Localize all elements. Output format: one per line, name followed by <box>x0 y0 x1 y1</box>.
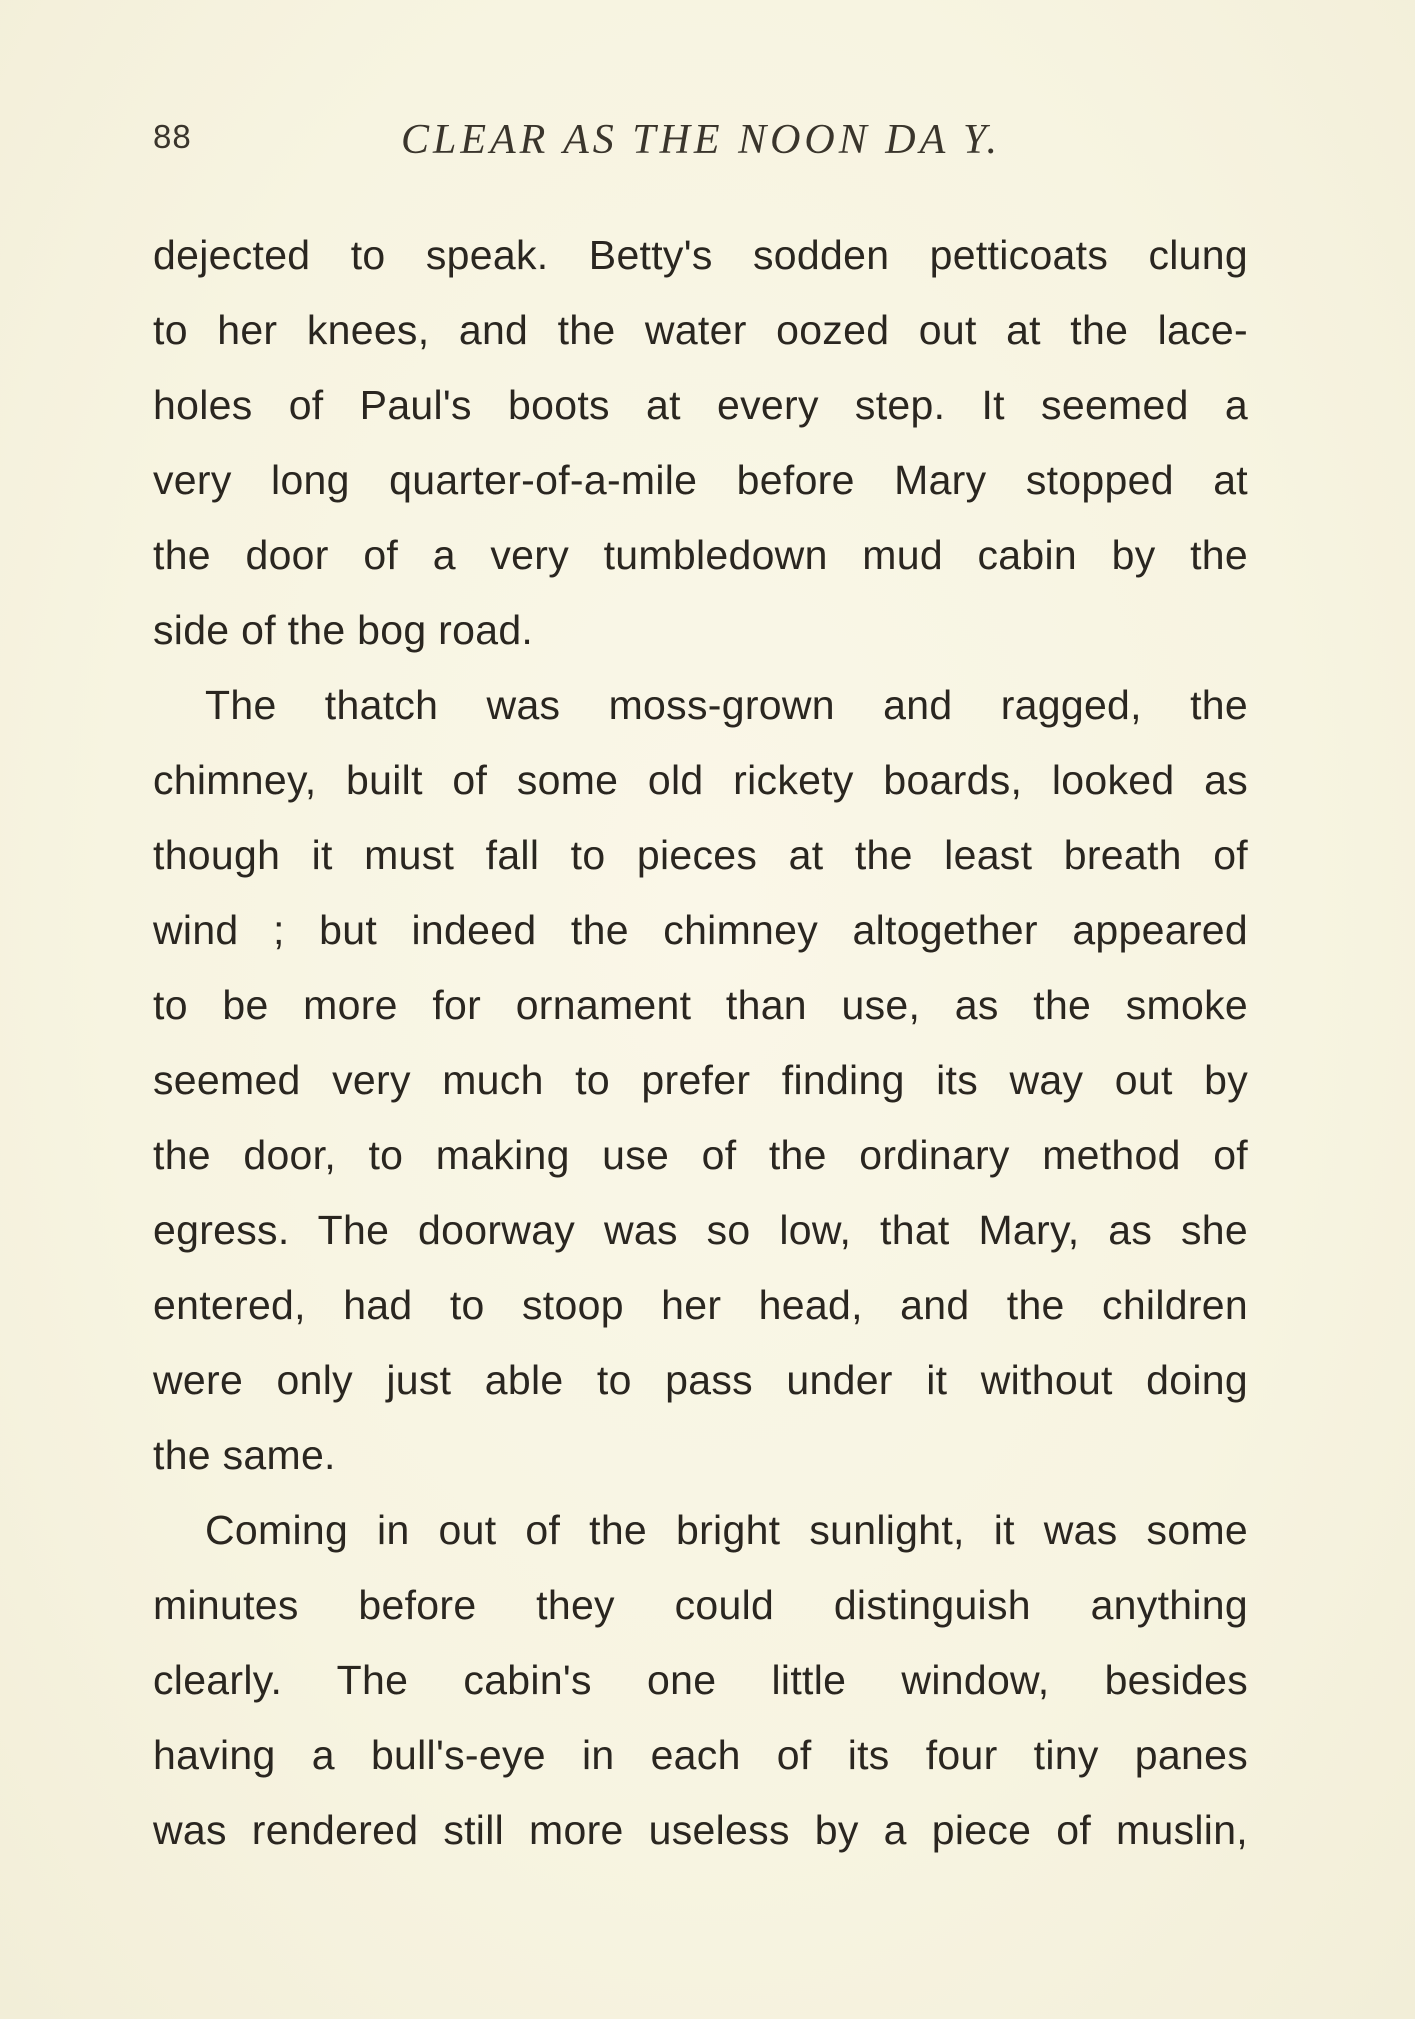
text-line: egress. The doorway was so low, that Mary, as she <box>153 1207 1248 1253</box>
text-line: dejected to speak. Betty's sodden petticoats clung <box>153 232 1248 278</box>
paragraph <box>153 668 1248 1493</box>
body-text <box>153 218 1248 1868</box>
text-line: holes of Paul's boots at every step. It seemed a <box>153 382 1248 428</box>
text-line: the door of a very tumbledown mud cabin by the <box>153 532 1248 578</box>
text-line: the door, to making use of the ordinary method of <box>153 1132 1248 1178</box>
text-line: very long quarter-of-a-mile before Mary stopped at <box>153 457 1248 503</box>
running-head <box>153 118 1248 168</box>
text-line: Coming in out of the bright sunlight, it was some <box>205 1507 1248 1553</box>
text-line: to her knees, and the water oozed out at the lace- <box>153 307 1248 353</box>
paragraph <box>153 1493 1248 1868</box>
text-line: side of the bog road. <box>153 607 534 653</box>
page-number: 88 <box>153 118 192 155</box>
text-line: minutes before they could distinguish anything <box>153 1582 1248 1628</box>
text-line: seemed very much to prefer finding its way out by <box>153 1057 1248 1103</box>
text-line: entered, had to stoop her head, and the children <box>153 1282 1248 1328</box>
running-title: CLEAR AS THE NOON DA Y. <box>401 117 1001 163</box>
text-line: were only just able to pass under it without doing <box>153 1357 1248 1403</box>
text-line: to be more for ornament than use, as the smoke <box>153 982 1248 1028</box>
text-line: The thatch was moss-grown and ragged, the <box>205 682 1248 728</box>
paragraph <box>153 218 1248 668</box>
text-line: having a bull's-eye in each of its four tiny panes <box>153 1732 1248 1778</box>
text-line: chimney, built of some old rickety boards, looked as <box>153 757 1248 803</box>
text-line: though it must fall to pieces at the least breath of <box>153 832 1248 878</box>
text-line: clearly. The cabin's one little window, besides <box>153 1657 1248 1703</box>
text-line: wind ; but indeed the chimney altogether appeared <box>153 907 1248 953</box>
text-line: the same. <box>153 1432 336 1478</box>
text-line: was rendered still more useless by a piece of muslin, <box>153 1807 1248 1853</box>
